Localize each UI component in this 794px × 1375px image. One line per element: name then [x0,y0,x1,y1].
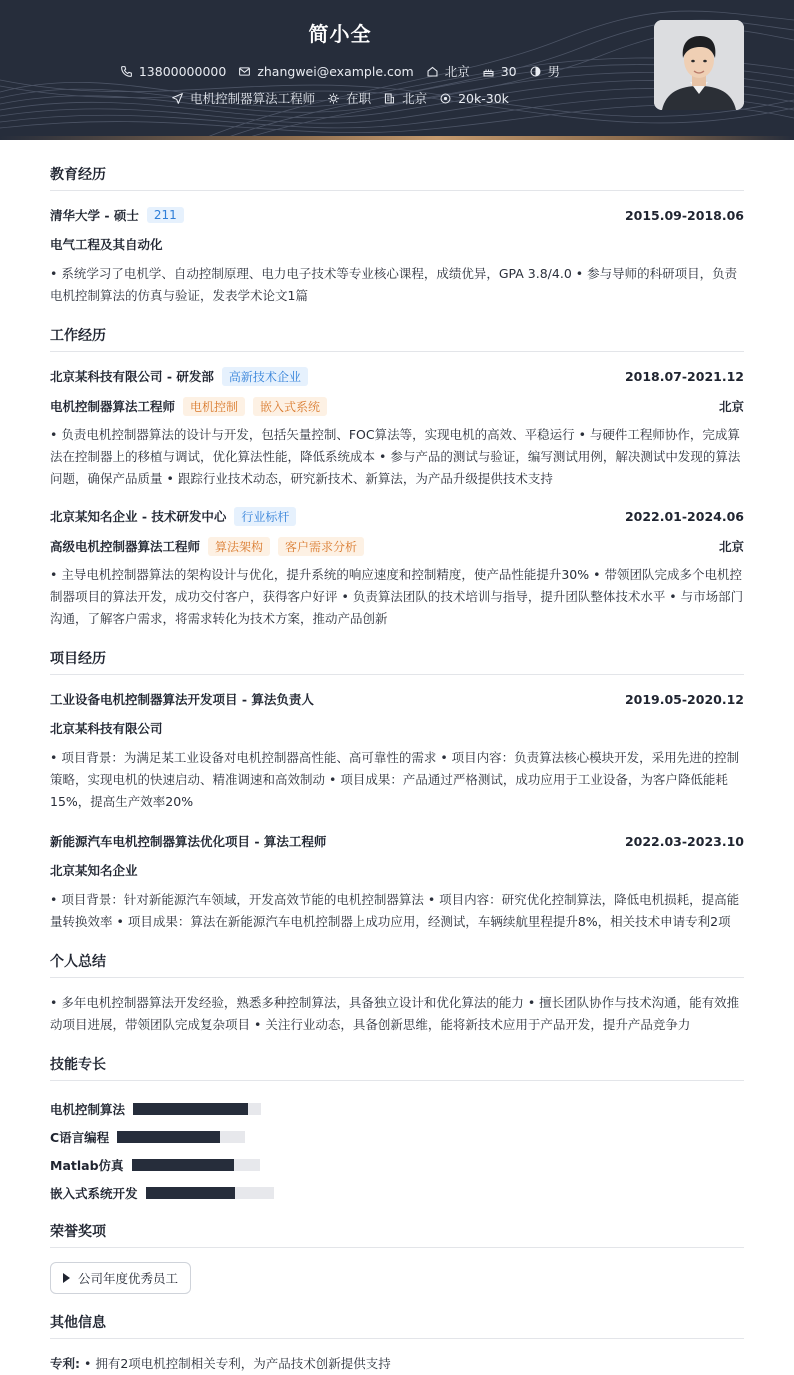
skill-tag: 客户需求分析 [278,537,364,556]
email-item [238,64,413,79]
gender-text: 男 [547,64,561,79]
job-intent-row [0,89,680,107]
school-name: 清华大学 - 硕士 [50,208,139,223]
other-line [50,1353,744,1375]
header-accent-line [0,136,794,140]
skill-tag: 算法架构 [208,537,270,556]
projects-section [50,648,744,933]
salary-text: 20k-30k [458,90,509,106]
expected-city-text: 北京 [402,91,428,106]
age-text: 30 [500,63,517,79]
resume-body [50,164,744,1375]
skills-section [50,1054,744,1207]
building-icon [383,92,396,105]
coin-icon [439,92,452,105]
education-description: • 系统学习了电机学、自动控制原理、电力电子技术等专业核心课程，成绩优异，GPA 3.8/4.0 • 参与导师的科研项目，负责电机控制算法的仿真与验证，发表学术论文1篇 [50,266,738,303]
work-item [50,366,744,490]
education-date: 2015.09-2018.06 [624,207,744,223]
work-section [50,325,744,630]
position-name: 高级电机控制器算法工程师 [50,539,201,554]
project-description: • 项目背景：为满足某工业设备对电机控制器高性能、高可靠性的需求 • 项目内容：负责算法核心模块开发，采用先进的控制策略，实现电机的快速启动、精准调速和高效制动 • 项目成果：产品通过严格测试，成功应用于工业设备，为客户降低能耗15%，提高生产效率20% [50,750,740,809]
age-item [482,64,517,79]
project-item [50,831,744,933]
work-city: 北京 [718,399,744,414]
section-title: 个人总结 [50,951,744,978]
project-company: 北京某科技有限公司 [50,721,163,736]
job-target-item [171,89,315,107]
education-section [50,164,744,307]
section-title: 工作经历 [50,325,744,352]
school-tag: 211 [147,207,184,223]
section-title: 其他信息 [50,1312,744,1339]
skill-bar-fill [132,1159,234,1171]
award-item[interactable] [50,1262,191,1294]
mail-icon [238,65,251,78]
portrait-image [654,20,744,110]
salary-item [439,91,509,106]
phone-item [120,64,226,79]
send-icon [171,92,184,105]
other-label: 专利: [50,1356,80,1371]
project-company: 北京某知名企业 [50,863,138,878]
company-tag: 高新技术企业 [222,367,308,386]
skill-item [50,1179,403,1207]
gender-icon [529,65,542,78]
honors-section [50,1221,744,1294]
skill-bar-fill [117,1131,219,1143]
project-description: • 项目背景：针对新能源汽车领域，开发高效节能的电机控制器算法 • 项目内容：研究优化控制算法，降低电机损耗，提高能量转换效率 • 项目成果：算法在新能源汽车电机控制器上成功应用，经测试，车辆续航里程提升8%，相关技术申请专利2项 [50,892,740,929]
award-name: 公司年度优秀员工 [78,1271,179,1286]
home-icon [426,65,439,78]
skill-bar [132,1159,260,1171]
skill-name: Matlab仿真 [50,1158,124,1173]
city-item [426,62,470,80]
other-section [50,1312,744,1375]
skill-tag: 电机控制 [183,397,245,416]
section-title: 教育经历 [50,164,744,191]
project-name: 新能源汽车电机控制器算法优化项目 - 算法工程师 [50,834,327,849]
project-date: 2019.05-2020.12 [624,691,744,707]
gender-item [529,62,561,80]
city-text: 北京 [444,64,470,79]
skill-bar [146,1187,274,1199]
skill-name: C语言编程 [50,1130,110,1145]
summary-description: • 多年电机控制器算法开发经验，熟悉多种控制算法，具备独立设计和优化算法的能力 • 擅长团队协作与技术沟通，能有效推动项目进展，带领团队完成复杂项目 • 关注行业动态，具备创新思维，能将新技术应用于产品开发，提升产品竞争力 [50,995,740,1032]
company-name: 北京某知名企业 - 技术研发中心 [50,509,227,524]
major-name: 电气工程及其自动化 [50,237,163,252]
cake-icon [482,65,495,78]
skill-item [50,1095,403,1123]
triangle-right-icon [63,1273,70,1283]
section-title: 项目经历 [50,648,744,675]
skill-bar [133,1103,261,1115]
work-city: 北京 [718,539,744,554]
sun-icon [327,92,340,105]
email-text: zhangwei@example.com [257,63,414,79]
contact-row [0,62,680,80]
summary-section [50,951,744,1036]
work-item [50,506,744,630]
work-description: • 主导电机控制器算法的架构设计与优化，提升系统的响应速度和控制精度，使产品性能提升30% • 带领团队完成多个电机控制器项目的算法开发，成功交付客户，获得客户好评 • 负责算法团队的技术培训与指导，提升团队整体技术水平 • 与市场部门沟通，了解客户需求，将需求转化为技术方案，推动产品创新 [50,567,744,626]
work-date: 2018.07-2021.12 [624,368,744,384]
phone-icon [120,65,133,78]
skill-bar-fill [133,1103,248,1115]
education-header [50,205,744,225]
section-title: 技能专长 [50,1054,744,1081]
avatar-photo [654,20,744,110]
skill-name: 嵌入式系统开发 [50,1186,138,1201]
status-item [327,89,371,107]
skill-bar [117,1131,245,1143]
expected-city-item [383,89,427,107]
section-title: 荣誉奖项 [50,1221,744,1248]
skill-tag: 嵌入式系统 [253,397,327,416]
skill-bar-fill [146,1187,236,1199]
company-name: 北京某科技有限公司 - 研发部 [50,369,214,384]
status-text: 在职 [346,91,372,106]
project-name: 工业设备电机控制器算法开发项目 - 算法负责人 [50,692,314,707]
position-name: 电机控制器算法工程师 [50,399,176,414]
candidate-name: 简小全 [308,22,372,46]
other-text: • 拥有2项电机控制相关专利，为产品技术创新提供支持 [83,1356,391,1371]
skills-grid [50,1095,744,1207]
work-description: • 负责电机控制器算法的设计与开发，包括矢量控制、FOC算法等，实现电机的高效、平稳运行 • 与硬件工程师协作，完成算法在控制器上的移植与调试，优化算法性能，降低系统成本 • 参与产品的测试与验证，编写测试用例，解决测试中发现的算法问题，确保产品质量 • 跟踪行业技术动态，研究新技术、新算法，为产品升级提供技术支持 [50,427,741,486]
skill-item [50,1151,403,1179]
project-item [50,689,744,813]
resume-header [0,0,794,140]
skill-name: 电机控制算法 [50,1102,126,1117]
job-target-text: 电机控制器算法工程师 [190,91,316,106]
project-date: 2022.03-2023.10 [624,833,744,849]
phone-text: 13800000000 [138,63,227,79]
skill-item [50,1123,403,1151]
work-date: 2022.01-2024.06 [624,508,744,524]
company-tag: 行业标杆 [234,507,296,526]
